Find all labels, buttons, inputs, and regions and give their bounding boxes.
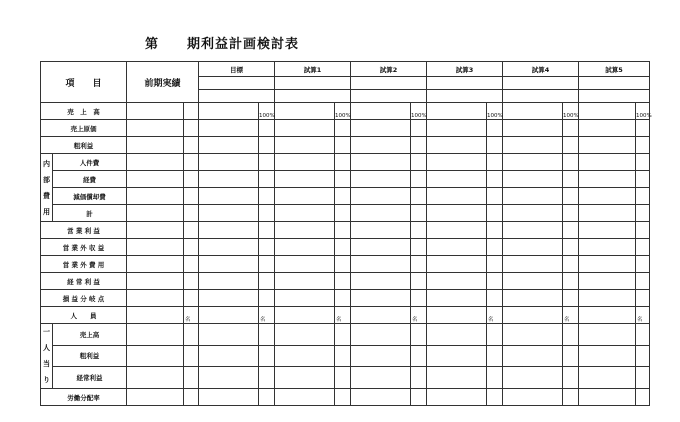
ratio-cell[interactable] xyxy=(259,324,275,346)
value-cell[interactable] xyxy=(127,137,184,154)
header-plan-target: 目標 xyxy=(199,62,275,77)
ratio-label: 100% xyxy=(335,103,351,120)
value-cell[interactable] xyxy=(579,188,636,205)
ratio-cell[interactable] xyxy=(487,367,503,389)
value-cell[interactable] xyxy=(351,239,411,256)
ratio-cell[interactable] xyxy=(411,345,427,367)
value-cell[interactable] xyxy=(199,389,259,406)
value-cell[interactable] xyxy=(127,290,184,307)
value-cell[interactable] xyxy=(427,256,487,273)
ratio-cell[interactable] xyxy=(335,137,351,154)
value-cell[interactable] xyxy=(127,205,184,222)
value-cell[interactable] xyxy=(199,324,259,346)
ratio-cell[interactable] xyxy=(411,154,427,171)
value-cell[interactable] xyxy=(199,290,259,307)
value-cell[interactable] xyxy=(427,137,487,154)
value-cell[interactable] xyxy=(579,103,636,120)
value-cell[interactable] xyxy=(427,188,487,205)
ratio-cell[interactable] xyxy=(335,389,351,406)
ratio-cell[interactable] xyxy=(487,389,503,406)
value-cell[interactable] xyxy=(427,171,487,188)
ratio-cell[interactable] xyxy=(411,273,427,290)
value-cell[interactable] xyxy=(275,120,335,137)
ratio-cell[interactable] xyxy=(487,239,503,256)
ratio-cell[interactable] xyxy=(259,389,275,406)
ratio-cell[interactable] xyxy=(636,389,650,406)
value-cell[interactable] xyxy=(199,137,259,154)
value-cell[interactable] xyxy=(503,188,563,205)
value-cell[interactable] xyxy=(351,137,411,154)
ratio-cell[interactable] xyxy=(487,345,503,367)
ratio-cell[interactable] xyxy=(411,188,427,205)
value-cell[interactable] xyxy=(275,103,335,120)
ratio-cell[interactable] xyxy=(184,137,199,154)
value-cell[interactable] xyxy=(351,324,411,346)
value-cell[interactable] xyxy=(579,345,636,367)
value-cell[interactable] xyxy=(199,154,259,171)
ratio-cell[interactable] xyxy=(563,239,579,256)
row-label-subtotal: 計 xyxy=(53,205,127,222)
value-cell[interactable] xyxy=(579,324,636,346)
ratio-cell[interactable] xyxy=(335,367,351,389)
value-cell[interactable] xyxy=(351,154,411,171)
value-cell[interactable] xyxy=(351,345,411,367)
value-cell[interactable] xyxy=(427,154,487,171)
value-cell[interactable] xyxy=(275,256,335,273)
value-cell[interactable] xyxy=(503,222,563,239)
value-cell[interactable] xyxy=(199,120,259,137)
ratio-cell[interactable] xyxy=(411,120,427,137)
value-cell[interactable] xyxy=(503,273,563,290)
value-cell[interactable] xyxy=(127,188,184,205)
ratio-cell[interactable] xyxy=(411,171,427,188)
value-cell[interactable] xyxy=(351,222,411,239)
value-cell[interactable] xyxy=(199,171,259,188)
ratio-cell[interactable] xyxy=(636,188,650,205)
value-cell[interactable] xyxy=(579,205,636,222)
header-plan-trial-5: 試算5 xyxy=(579,62,650,77)
value-cell[interactable] xyxy=(275,273,335,290)
ratio-cell[interactable] xyxy=(184,389,199,406)
value-cell[interactable] xyxy=(275,307,335,324)
row-label-per-person-sales: 売上高 xyxy=(53,324,127,346)
ratio-label: 100% xyxy=(411,103,427,120)
value-cell[interactable] xyxy=(503,239,563,256)
value-cell[interactable] xyxy=(275,188,335,205)
ratio-cell[interactable] xyxy=(184,367,199,389)
row-label-personnel: 人件費 xyxy=(53,154,127,171)
value-cell[interactable] xyxy=(579,367,636,389)
value-cell[interactable] xyxy=(579,222,636,239)
unit-label: 名 xyxy=(259,307,275,324)
ratio-cell[interactable] xyxy=(184,345,199,367)
unit-label: 名 xyxy=(411,307,427,324)
ratio-cell[interactable] xyxy=(259,273,275,290)
ratio-cell[interactable] xyxy=(636,273,650,290)
profit-plan-table xyxy=(40,61,650,406)
ratio-cell[interactable] xyxy=(636,171,650,188)
ratio-cell[interactable] xyxy=(563,205,579,222)
row-label-expenses: 経費 xyxy=(53,171,127,188)
ratio-cell[interactable] xyxy=(636,222,650,239)
value-cell[interactable] xyxy=(427,205,487,222)
value-cell[interactable] xyxy=(127,307,184,324)
value-cell[interactable] xyxy=(275,324,335,346)
header-sub-cell xyxy=(503,90,579,103)
ratio-cell[interactable] xyxy=(487,120,503,137)
ratio-cell[interactable] xyxy=(563,256,579,273)
value-cell[interactable] xyxy=(427,307,487,324)
header-sub-cell xyxy=(199,77,275,90)
row-label-per-person-gross-profit: 粗利益 xyxy=(53,345,127,367)
ratio-cell[interactable] xyxy=(184,239,199,256)
value-cell[interactable] xyxy=(503,103,563,120)
row-label-ordinary-profit: 経 常 利 益 xyxy=(41,273,127,290)
row-label-staff: 人 員 xyxy=(41,307,127,324)
ratio-cell[interactable] xyxy=(636,120,650,137)
ratio-cell[interactable] xyxy=(411,256,427,273)
value-cell[interactable] xyxy=(127,324,184,346)
ratio-cell[interactable] xyxy=(487,256,503,273)
value-cell[interactable] xyxy=(199,256,259,273)
value-cell[interactable] xyxy=(427,120,487,137)
ratio-cell[interactable] xyxy=(184,273,199,290)
header-sub-cell xyxy=(503,77,579,90)
value-cell[interactable] xyxy=(427,367,487,389)
value-cell[interactable] xyxy=(427,324,487,346)
value-cell[interactable] xyxy=(579,389,636,406)
unit-label: 名 xyxy=(335,307,351,324)
value-cell[interactable] xyxy=(579,290,636,307)
ratio-cell[interactable] xyxy=(335,222,351,239)
value-cell[interactable] xyxy=(351,188,411,205)
ratio-cell[interactable] xyxy=(636,367,650,389)
group-label-internal-costs: 内 部 費 用 xyxy=(41,154,53,222)
header-plan-trial-2: 試算2 xyxy=(351,62,427,77)
ratio-cell[interactable] xyxy=(636,256,650,273)
header-sub-cell xyxy=(579,90,650,103)
ratio-cell[interactable] xyxy=(487,188,503,205)
header-sub-cell xyxy=(427,77,503,90)
ratio-label: 100% xyxy=(487,103,503,120)
row-label-breakeven-point: 損 益 分 岐 点 xyxy=(41,290,127,307)
ratio-cell[interactable] xyxy=(563,188,579,205)
ratio-cell[interactable] xyxy=(335,205,351,222)
ratio-cell[interactable] xyxy=(259,222,275,239)
value-cell[interactable] xyxy=(579,120,636,137)
value-cell[interactable] xyxy=(503,171,563,188)
value-cell[interactable] xyxy=(275,389,335,406)
ratio-cell[interactable] xyxy=(411,389,427,406)
ratio-cell[interactable] xyxy=(184,120,199,137)
value-cell[interactable] xyxy=(579,239,636,256)
ratio-cell[interactable] xyxy=(487,171,503,188)
ratio-cell[interactable] xyxy=(259,290,275,307)
ratio-cell[interactable] xyxy=(487,154,503,171)
ratio-cell[interactable] xyxy=(335,188,351,205)
header-sub-cell xyxy=(579,77,650,90)
value-cell[interactable] xyxy=(427,273,487,290)
value-cell[interactable] xyxy=(427,222,487,239)
unit-label: 名 xyxy=(184,307,199,324)
ratio-cell[interactable] xyxy=(259,345,275,367)
ratio-cell[interactable] xyxy=(335,239,351,256)
ratio-cell[interactable] xyxy=(411,324,427,346)
header-prev-actual: 前期実績 xyxy=(127,62,199,103)
value-cell[interactable] xyxy=(275,290,335,307)
ratio-cell[interactable] xyxy=(563,389,579,406)
value-cell[interactable] xyxy=(199,273,259,290)
ratio-cell[interactable] xyxy=(259,239,275,256)
value-cell[interactable] xyxy=(351,307,411,324)
ratio-cell[interactable] xyxy=(335,273,351,290)
ratio-cell[interactable] xyxy=(259,205,275,222)
value-cell[interactable] xyxy=(199,222,259,239)
value-cell[interactable] xyxy=(199,103,259,120)
ratio-cell[interactable] xyxy=(184,154,199,171)
value-cell[interactable] xyxy=(127,103,184,120)
ratio-cell[interactable] xyxy=(563,290,579,307)
ratio-cell[interactable] xyxy=(487,290,503,307)
value-cell[interactable] xyxy=(503,307,563,324)
value-cell[interactable] xyxy=(199,205,259,222)
ratio-cell[interactable] xyxy=(563,324,579,346)
value-cell[interactable] xyxy=(127,171,184,188)
value-cell[interactable] xyxy=(199,367,259,389)
value-cell[interactable] xyxy=(579,171,636,188)
ratio-cell[interactable] xyxy=(335,120,351,137)
value-cell[interactable] xyxy=(275,367,335,389)
ratio-cell[interactable] xyxy=(335,324,351,346)
value-cell[interactable] xyxy=(351,205,411,222)
value-cell[interactable] xyxy=(127,222,184,239)
row-label-cogs: 売上原価 xyxy=(41,120,127,137)
value-cell[interactable] xyxy=(503,389,563,406)
ratio-cell[interactable] xyxy=(636,290,650,307)
value-cell[interactable] xyxy=(127,239,184,256)
value-cell[interactable] xyxy=(127,345,184,367)
ratio-cell[interactable] xyxy=(487,137,503,154)
header-sub-cell xyxy=(275,77,351,90)
ratio-cell[interactable] xyxy=(487,205,503,222)
value-cell[interactable] xyxy=(275,154,335,171)
value-cell[interactable] xyxy=(503,120,563,137)
ratio-cell[interactable] xyxy=(259,367,275,389)
value-cell[interactable] xyxy=(275,137,335,154)
ratio-cell[interactable] xyxy=(563,367,579,389)
ratio-cell[interactable] xyxy=(411,239,427,256)
ratio-cell[interactable] xyxy=(636,324,650,346)
ratio-cell[interactable] xyxy=(335,345,351,367)
ratio-cell[interactable] xyxy=(563,154,579,171)
header-plan-trial-1: 試算1 xyxy=(275,62,351,77)
row-label-operating-profit: 営 業 利 益 xyxy=(41,222,127,239)
value-cell[interactable] xyxy=(351,273,411,290)
value-cell[interactable] xyxy=(351,290,411,307)
group-label-per-person: 一 人 当 り xyxy=(41,324,53,389)
row-label-non-operating-income: 営 業 外 収 益 xyxy=(41,239,127,256)
value-cell[interactable] xyxy=(127,154,184,171)
value-cell[interactable] xyxy=(351,103,411,120)
ratio-cell[interactable] xyxy=(184,256,199,273)
value-cell[interactable] xyxy=(503,137,563,154)
header-item: 項 目 xyxy=(41,62,127,103)
ratio-cell[interactable] xyxy=(259,256,275,273)
row-label-sales: 売 上 高 xyxy=(41,103,127,120)
header-plan-trial-3: 試算3 xyxy=(427,62,503,77)
ratio-cell[interactable] xyxy=(259,171,275,188)
ratio-cell[interactable] xyxy=(259,154,275,171)
value-cell[interactable] xyxy=(275,171,335,188)
ratio-cell[interactable] xyxy=(563,120,579,137)
header-sub-cell xyxy=(427,90,503,103)
value-cell[interactable] xyxy=(503,290,563,307)
value-cell[interactable] xyxy=(199,239,259,256)
value-cell[interactable] xyxy=(351,120,411,137)
value-cell[interactable] xyxy=(275,345,335,367)
ratio-cell[interactable] xyxy=(411,290,427,307)
ratio-cell[interactable] xyxy=(259,137,275,154)
ratio-cell[interactable] xyxy=(184,290,199,307)
ratio-cell[interactable] xyxy=(636,154,650,171)
header-plan-trial-4: 試算4 xyxy=(503,62,579,77)
ratio-cell[interactable] xyxy=(411,137,427,154)
value-cell[interactable] xyxy=(579,137,636,154)
value-cell[interactable] xyxy=(127,256,184,273)
value-cell[interactable] xyxy=(503,324,563,346)
value-cell[interactable] xyxy=(351,256,411,273)
ratio-cell[interactable] xyxy=(335,256,351,273)
ratio-cell[interactable] xyxy=(563,137,579,154)
header-sub-cell xyxy=(275,90,351,103)
value-cell[interactable] xyxy=(199,188,259,205)
row-label-labor-share: 労働分配率 xyxy=(41,389,127,406)
ratio-cell[interactable] xyxy=(259,188,275,205)
unit-label: 名 xyxy=(487,307,503,324)
value-cell[interactable] xyxy=(579,273,636,290)
value-cell[interactable] xyxy=(579,154,636,171)
ratio-cell[interactable] xyxy=(184,324,199,346)
ratio-cell[interactable] xyxy=(487,222,503,239)
row-label-depreciation: 減価償却費 xyxy=(53,188,127,205)
ratio-label: 100% xyxy=(563,103,579,120)
value-cell[interactable] xyxy=(275,222,335,239)
ratio-cell[interactable] xyxy=(335,290,351,307)
unit-label: 名 xyxy=(563,307,579,324)
ratio-cell[interactable] xyxy=(636,205,650,222)
ratio-cell[interactable] xyxy=(487,324,503,346)
value-cell[interactable] xyxy=(579,307,636,324)
ratio-label: 100% xyxy=(636,103,650,120)
value-cell[interactable] xyxy=(351,171,411,188)
ratio-cell[interactable] xyxy=(184,205,199,222)
value-cell[interactable] xyxy=(199,345,259,367)
ratio-cell[interactable] xyxy=(563,345,579,367)
value-cell[interactable] xyxy=(127,389,184,406)
value-cell[interactable] xyxy=(427,389,487,406)
header-sub-cell xyxy=(351,77,427,90)
value-cell[interactable] xyxy=(427,239,487,256)
value-cell[interactable] xyxy=(427,103,487,120)
value-cell[interactable] xyxy=(503,205,563,222)
ratio-cell[interactable] xyxy=(636,345,650,367)
value-cell[interactable] xyxy=(275,205,335,222)
value-cell[interactable] xyxy=(503,345,563,367)
header-sub-cell xyxy=(351,90,427,103)
value-cell[interactable] xyxy=(127,367,184,389)
value-cell[interactable] xyxy=(427,290,487,307)
sheet-title: 第 期利益計画検討表 xyxy=(145,37,300,52)
header-sub-cell xyxy=(199,90,275,103)
value-cell[interactable] xyxy=(351,367,411,389)
ratio-cell[interactable] xyxy=(184,188,199,205)
ratio-label: 100% xyxy=(259,103,275,120)
ratio-cell[interactable] xyxy=(636,239,650,256)
ratio-cell[interactable] xyxy=(184,103,199,120)
value-cell[interactable] xyxy=(503,256,563,273)
value-cell[interactable] xyxy=(127,120,184,137)
ratio-cell[interactable] xyxy=(563,222,579,239)
value-cell[interactable] xyxy=(427,345,487,367)
ratio-cell[interactable] xyxy=(487,273,503,290)
value-cell[interactable] xyxy=(503,367,563,389)
ratio-cell[interactable] xyxy=(411,367,427,389)
ratio-cell[interactable] xyxy=(335,154,351,171)
value-cell[interactable] xyxy=(503,154,563,171)
ratio-cell[interactable] xyxy=(335,171,351,188)
ratio-cell[interactable] xyxy=(411,222,427,239)
row-label-per-person-ordinary-profit: 経常利益 xyxy=(53,367,127,389)
ratio-cell[interactable] xyxy=(636,137,650,154)
value-cell[interactable] xyxy=(199,307,259,324)
ratio-cell[interactable] xyxy=(259,120,275,137)
ratio-cell[interactable] xyxy=(563,273,579,290)
row-label-non-operating-expense: 営 業 外 費 用 xyxy=(41,256,127,273)
value-cell[interactable] xyxy=(579,256,636,273)
ratio-cell[interactable] xyxy=(184,222,199,239)
value-cell[interactable] xyxy=(351,389,411,406)
value-cell[interactable] xyxy=(127,273,184,290)
ratio-cell[interactable] xyxy=(184,171,199,188)
ratio-cell[interactable] xyxy=(563,171,579,188)
ratio-cell[interactable] xyxy=(411,205,427,222)
unit-label: 名 xyxy=(636,307,650,324)
value-cell[interactable] xyxy=(275,239,335,256)
row-label-gross-profit: 粗利益 xyxy=(41,137,127,154)
